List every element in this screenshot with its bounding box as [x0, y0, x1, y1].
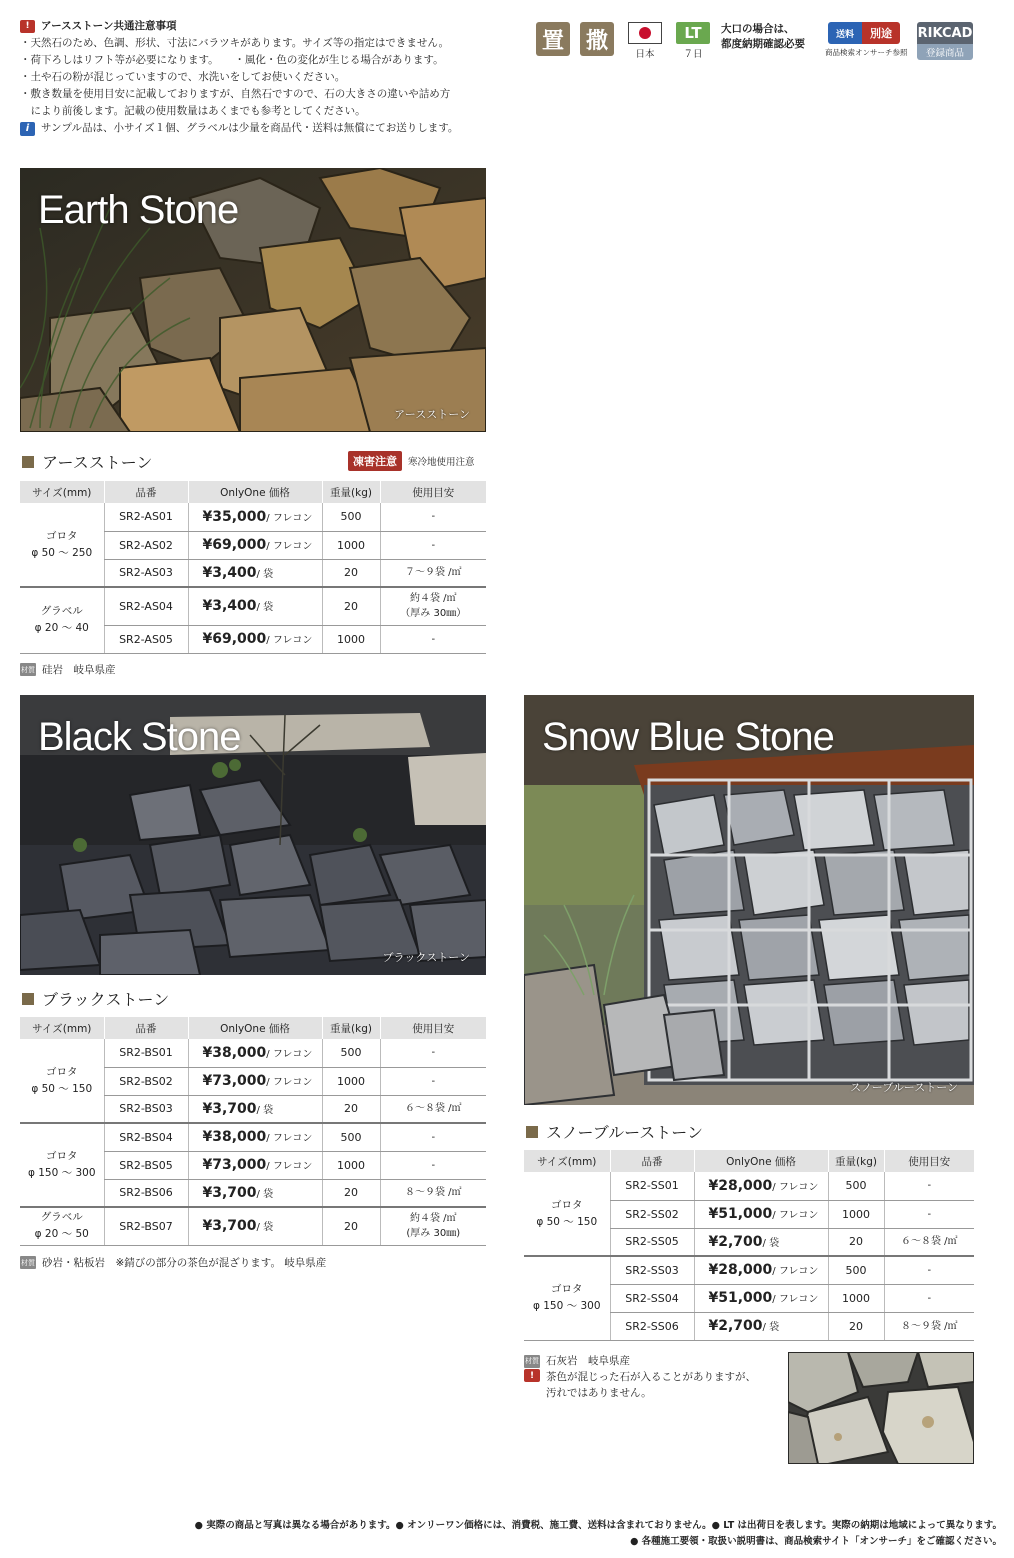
weight: 20: [322, 1095, 380, 1123]
black-stone-table: [20, 1017, 486, 1246]
japan-flag-icon: [628, 22, 662, 44]
shipping-caption: 商品検索オンサーチ参照: [825, 48, 908, 57]
product-code: SR2-BS07: [104, 1207, 188, 1245]
price-unit: / 袋: [762, 1237, 780, 1249]
col-weight: 重量(kg): [828, 1150, 884, 1172]
usage: ８～９袋 /㎡: [884, 1312, 974, 1340]
table-row: [524, 1256, 974, 1284]
rikcad-label: RIKCAD: [917, 22, 973, 44]
section-marker-icon: [22, 993, 34, 1005]
col-weight: 重量(kg): [322, 1017, 380, 1039]
bulk-note-line: 大口の場合は、: [721, 23, 795, 35]
usage: -: [884, 1200, 974, 1228]
col-weight: 重量(kg): [322, 481, 380, 503]
weight: 1000: [828, 1200, 884, 1228]
notice-title: アースストーン共通注意事項: [41, 20, 177, 32]
price-unit: / 袋: [762, 1322, 780, 1333]
size-type: ゴロタ: [551, 1198, 583, 1211]
price: ¥3,400: [202, 564, 257, 581]
price-unit: / フレコン: [266, 1161, 313, 1172]
usage: -: [380, 1151, 486, 1179]
footer-notes: [195, 1518, 1002, 1550]
product-code: SR2-BS05: [104, 1151, 188, 1179]
product-code: SR2-AS04: [104, 587, 188, 625]
weight: 1000: [322, 1151, 380, 1179]
table-row: [20, 1039, 486, 1067]
price-unit: / フレコン: [266, 1048, 313, 1060]
price: ¥2,700: [708, 1233, 763, 1250]
shipping-badge: [825, 22, 908, 58]
usage: ６～８袋 /㎡: [884, 1228, 974, 1256]
usage-note: (厚み 30㎜): [406, 1228, 461, 1240]
weight: 500: [322, 1123, 380, 1151]
price-unit: / フレコン: [772, 1210, 819, 1221]
snow-blue-closeup-photo: [788, 1352, 974, 1464]
snow-notes: [524, 1353, 784, 1401]
usage: -: [380, 503, 486, 531]
price-unit: / フレコン: [266, 635, 313, 646]
rikcad-sub: 登録商品: [917, 44, 973, 60]
warning-icon: !: [20, 20, 35, 33]
table-row: [20, 587, 486, 625]
col-price: OnlyOne 価格: [694, 1150, 828, 1172]
price: ¥2,700: [708, 1318, 763, 1334]
size-range: φ 50 ～ 150: [31, 1082, 93, 1095]
lt-label: LT: [676, 22, 710, 44]
usage: -: [380, 625, 486, 653]
price: ¥51,000: [708, 1290, 773, 1306]
earth-stone-photo: [20, 168, 486, 432]
weight: 20: [828, 1228, 884, 1256]
size-range: φ 150 ～ 300: [27, 1167, 96, 1179]
product-code: SR2-SS01: [610, 1172, 694, 1200]
weight: 500: [322, 1039, 380, 1067]
material-text: 硅岩 岐阜県産: [42, 664, 116, 676]
price: ¥28,000: [708, 1177, 773, 1194]
col-usage: 使用目安: [380, 1017, 486, 1039]
notice-line: ・天然石のため、色調、形状、寸法にバラツキがあります。サイズ等の指定はできません。: [20, 37, 450, 49]
footer-line: ● 実際の商品と写真は異なる場合があります。● オンリーワン価格には、消費税、施工費、送料は含まれておりません。● LT は出荷日を表します。実際の納期は地域によって異なります。: [194, 1520, 1002, 1531]
price: ¥3,700: [202, 1184, 257, 1201]
price: ¥3,700: [202, 1100, 257, 1117]
weight: 500: [828, 1172, 884, 1200]
frost-warning: [348, 451, 475, 471]
price-unit: / フレコン: [266, 1077, 313, 1088]
weight: 1000: [322, 625, 380, 653]
price: ¥3,700: [202, 1218, 257, 1235]
price: ¥38,000: [202, 1129, 267, 1146]
origin-badge: [628, 22, 665, 60]
section-title: スノーブルーストーン: [546, 1123, 703, 1142]
price: ¥38,000: [202, 1044, 267, 1061]
notice-line: ・土や石の粉が混じっていますので、水洗いをしてお使いください。: [20, 71, 346, 83]
size-range: φ 50 ～ 150: [536, 1215, 598, 1228]
warning-text: 汚れではありません。: [546, 1387, 652, 1399]
price: ¥3,400: [202, 598, 257, 615]
bulk-note-line: 都度納期確認必要: [721, 38, 805, 50]
size-range: φ 20 ～ 40: [34, 622, 89, 635]
price-unit: / フレコン: [772, 1266, 819, 1278]
usage: 約４袋 /㎡: [409, 1213, 457, 1225]
product-code: SR2-BS04: [104, 1123, 188, 1151]
product-code: SR2-AS03: [104, 559, 188, 587]
size-type: グラベル: [40, 1211, 83, 1224]
col-size: サイズ(mm): [20, 1017, 104, 1039]
section-title: アースストーン: [42, 453, 153, 472]
notice-line: ・荷下ろしはリフト等が必要になります。 ・風化・色の変化が生じる場合があります。: [20, 54, 444, 66]
size-type: ゴロタ: [46, 1065, 78, 1078]
notice-line: ・敷き数量を使用目安に記載しておりますが、自然石ですので、石の大きさの違いや詰め方: [20, 88, 451, 100]
table-row: [20, 503, 486, 531]
usage: -: [884, 1172, 974, 1200]
warning-text: 茶色が混じった石が入ることがありますが、: [546, 1371, 756, 1383]
material-icon: 材質: [20, 663, 36, 676]
product-code: SR2-AS01: [104, 503, 188, 531]
size-range: φ 20 ～ 50: [34, 1228, 89, 1241]
product-code: SR2-AS02: [104, 531, 188, 559]
col-size: サイズ(mm): [20, 481, 104, 503]
scatter-badge: 撒: [580, 22, 614, 56]
origin-label: 日本: [635, 49, 655, 60]
weight: 20: [322, 1179, 380, 1207]
col-price: OnlyOne 価格: [188, 1017, 322, 1039]
size-range: φ 50 ～ 250: [31, 546, 93, 559]
price-unit: / 袋: [256, 602, 274, 614]
col-price: OnlyOne 価格: [188, 481, 322, 503]
price-unit: / 袋: [256, 1222, 274, 1234]
price-unit: / フレコン: [266, 541, 313, 552]
material-text: 石灰岩 岐阜県産: [546, 1355, 630, 1367]
usage: -: [884, 1284, 974, 1312]
usage: -: [380, 531, 486, 559]
section-marker-icon: [22, 456, 34, 468]
product-code: SR2-SS04: [610, 1284, 694, 1312]
black-stone-heading: [22, 987, 169, 1010]
rikcad-badge: [917, 22, 973, 60]
size-type: ゴロタ: [46, 1150, 78, 1162]
usage: -: [380, 1123, 486, 1151]
product-code: SR2-SS02: [610, 1200, 694, 1228]
table-row: [20, 1123, 486, 1151]
snow-blue-stone-caption: スノーブルーストーン: [850, 1081, 958, 1094]
price-unit: / 袋: [256, 568, 274, 580]
earth-stone-title: Earth Stone: [38, 188, 239, 232]
col-size: サイズ(mm): [524, 1150, 610, 1172]
earth-stone-table: [20, 481, 486, 654]
weight: 20: [322, 1207, 380, 1245]
snow-blue-stone-table: [524, 1150, 974, 1341]
col-usage: 使用目安: [884, 1150, 974, 1172]
usage-note: （厚み 30㎜）: [400, 608, 467, 620]
section-marker-icon: [526, 1126, 538, 1138]
notice-line: により前後します。記載の使用数量はあくまでも参考としてください。: [20, 105, 366, 117]
product-code: SR2-BS06: [104, 1179, 188, 1207]
price-unit: / 袋: [256, 1104, 274, 1116]
usage: ７～９袋 /㎡: [380, 559, 486, 587]
place-badge: 置: [536, 22, 570, 56]
table-row: [524, 1172, 974, 1200]
price-unit: / フレコン: [266, 512, 313, 524]
product-code: SR2-BS02: [104, 1067, 188, 1095]
usage: ６～８袋 /㎡: [380, 1095, 486, 1123]
material-icon: 材質: [524, 1355, 540, 1368]
product-code: SR2-SS03: [610, 1256, 694, 1284]
weight: 20: [828, 1312, 884, 1340]
col-usage: 使用目安: [380, 481, 486, 503]
col-code: 品番: [104, 1017, 188, 1039]
price: ¥73,000: [202, 1073, 267, 1089]
col-code: 品番: [610, 1150, 694, 1172]
snow-blue-stone-heading: [526, 1120, 703, 1143]
table-row: [20, 1207, 486, 1245]
warning-icon: !: [524, 1369, 540, 1382]
price-unit: / 袋: [256, 1188, 274, 1200]
usage: -: [884, 1256, 974, 1284]
weight: 1000: [322, 1067, 380, 1095]
frost-tag: 凍害注意: [348, 451, 402, 471]
product-code: SR2-AS05: [104, 625, 188, 653]
usage: -: [380, 1039, 486, 1067]
size-type: ゴロタ: [551, 1283, 583, 1296]
weight: 20: [322, 559, 380, 587]
truck-icon: 送料: [828, 22, 862, 44]
product-code: SR2-SS06: [610, 1312, 694, 1340]
sample-note: サンプル品は、小サイズ１個、グラベルは少量を商品代・送料は無償にてお送りします。: [41, 122, 459, 134]
price-unit: / フレコン: [772, 1181, 819, 1193]
material-text: 砂岩・粘板岩 ※錆びの部分の茶色が混ざります。 岐阜県産: [42, 1257, 327, 1269]
frost-note: 寒冷地使用注意: [408, 457, 475, 468]
snow-blue-stone-title: Snow Blue Stone: [542, 715, 834, 759]
price-unit: / フレコン: [266, 1133, 313, 1145]
black-stone-caption: ブラックストーン: [382, 951, 470, 964]
material-icon: 材質: [20, 1256, 36, 1269]
snow-blue-closeup-image: [788, 1352, 974, 1464]
product-code: SR2-BS01: [104, 1039, 188, 1067]
footer-line: ● 各種施工要領・取扱い説明書は、商品検索サイト「オンサーチ」をご確認ください。: [630, 1536, 1002, 1547]
price-unit: / フレコン: [772, 1294, 819, 1305]
shipping-separate: 別途: [862, 22, 900, 44]
size-range: φ 150 ～ 300: [532, 1300, 601, 1313]
section-title: ブラックストーン: [42, 990, 170, 1009]
product-code: SR2-BS03: [104, 1095, 188, 1123]
black-stone-photo: [20, 695, 486, 975]
size-type: グラベル: [40, 605, 83, 618]
weight: 20: [322, 587, 380, 625]
price: ¥28,000: [708, 1262, 773, 1279]
weight: 500: [828, 1256, 884, 1284]
price: ¥51,000: [708, 1206, 773, 1222]
price: ¥73,000: [202, 1157, 267, 1173]
earth-stone-caption: アースストーン: [394, 408, 470, 421]
info-icon: i: [20, 122, 35, 136]
price: ¥69,000: [202, 537, 267, 553]
black-material: [20, 1255, 326, 1270]
usage: ８～９袋 /㎡: [380, 1179, 486, 1207]
earth-material: [20, 662, 116, 677]
price: ¥69,000: [202, 631, 267, 647]
usage: -: [380, 1067, 486, 1095]
usage: 約４袋 /㎡: [409, 593, 457, 605]
black-stone-title: Black Stone: [38, 715, 241, 759]
earth-stone-heading: [22, 450, 152, 473]
weight: 1000: [322, 531, 380, 559]
bulk-note: [721, 22, 805, 52]
lead-time-badge: [676, 22, 713, 60]
weight: 1000: [828, 1284, 884, 1312]
price: ¥35,000: [202, 508, 267, 525]
snow-blue-stone-photo: [524, 695, 974, 1105]
lt-days: ７日: [683, 49, 703, 60]
weight: 500: [322, 503, 380, 531]
size-type: ゴロタ: [46, 529, 78, 542]
col-code: 品番: [104, 481, 188, 503]
product-code: SR2-SS05: [610, 1228, 694, 1256]
common-notice: [20, 18, 500, 137]
